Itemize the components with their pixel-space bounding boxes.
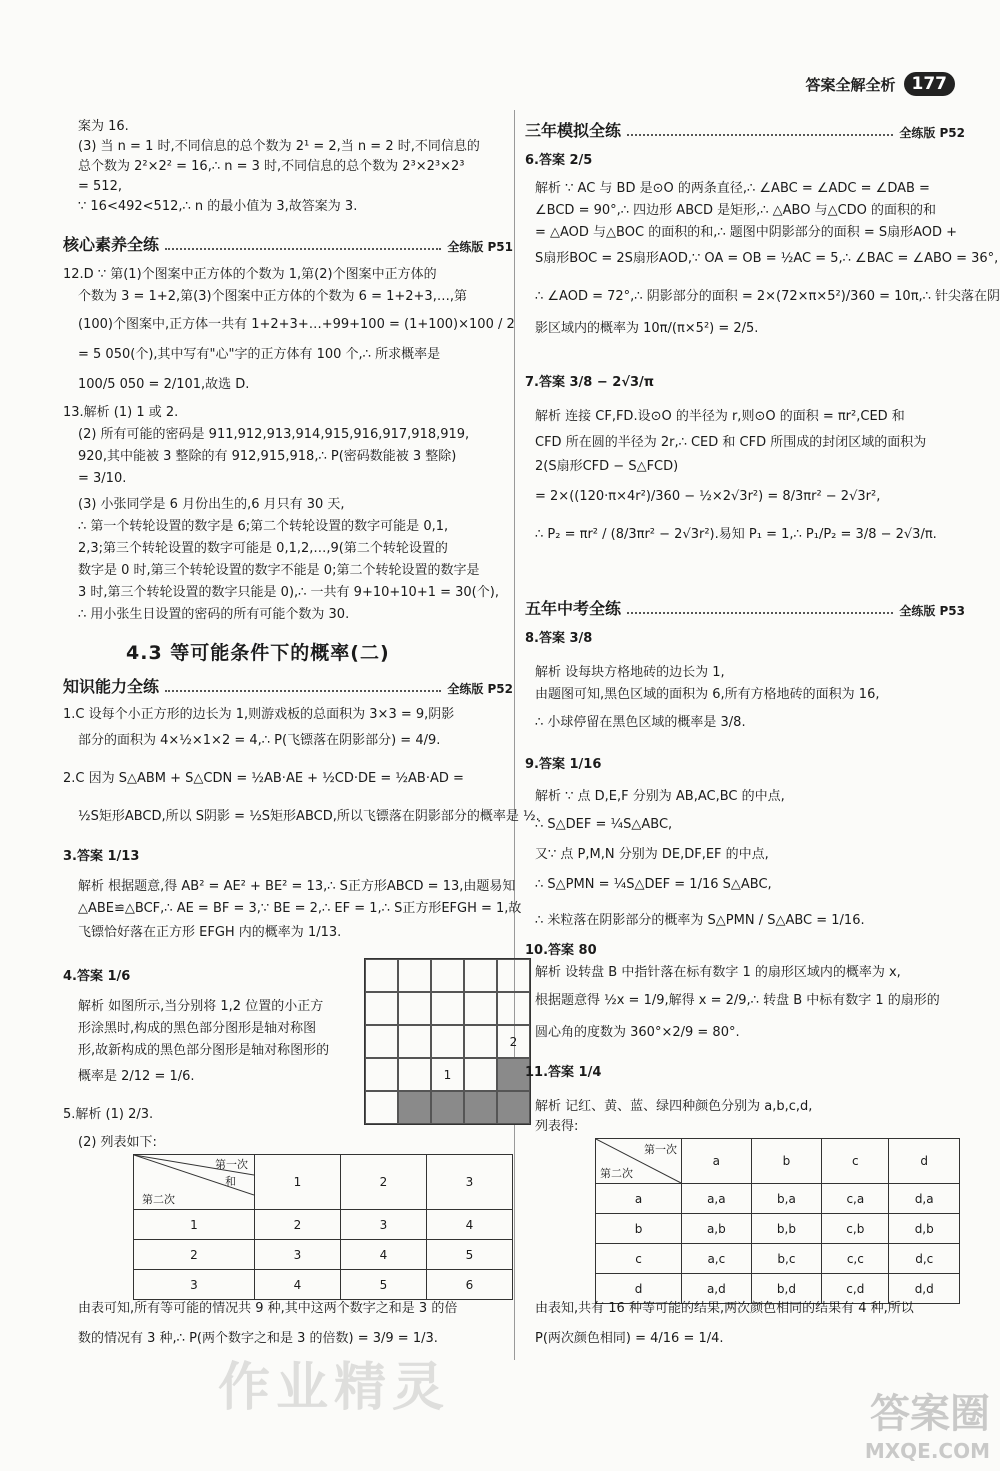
q3-line: 解析 根据题意,得 AB² = AE² + BE² = 13,∴ S正方形ABCD = 13,由题易知 (78, 879, 516, 894)
q13-line: ∴ 用小张生日设置的密码的所有可能个数为 30. (78, 607, 350, 622)
section-title: 五年中考全练 (525, 599, 622, 618)
section-title: 三年模拟全练 (525, 121, 622, 140)
q6-line: S扇形BOC = 2S扇形AOD,∵ OA = OB = ½AC = 5,∴ ∠BAC = ∠ABO = 36°, (535, 251, 999, 266)
col-header: d (889, 1139, 960, 1184)
table-row (134, 1270, 513, 1300)
q11-line: 列表得: (535, 1119, 579, 1134)
q3-answer: 3.答案 1/13 (63, 849, 140, 864)
chapter-title: 4.3 等可能条件下的概率(二) (126, 642, 390, 664)
section-title: 知识能力全练 (63, 677, 160, 696)
table-corner (134, 1155, 255, 1210)
section-wunian (525, 596, 965, 619)
text-line: (3) 当 n = 1 时,不同信息的总个数为 2¹ = 2,当 n = 2 时,不同信息的 (78, 139, 480, 154)
q13-line: ∴ 第一个转轮设置的数字是 6;第二个转轮设置的数字可能是 0,1, (78, 519, 449, 534)
color-table (595, 1138, 960, 1304)
sum-table (133, 1154, 513, 1300)
section-version: 全练版 P51 (447, 240, 513, 254)
q8-line: ∴ 小球停留在黑色区域的概率是 3/8. (535, 715, 746, 730)
row-header: 1 (134, 1210, 255, 1240)
row-header: b (596, 1214, 682, 1244)
logo-site: MXQE.COM (864, 1439, 990, 1463)
table-cell: a,a (682, 1184, 752, 1214)
q9-line: ∴ 米粒落在阴影部分的概率为 S△PMN / S△ABC = 1/16. (535, 913, 865, 928)
section-hexin (63, 232, 513, 255)
corner-top: 第一次 (644, 1143, 677, 1156)
q9-answer: 9.答案 1/16 (525, 757, 602, 772)
text-line: = 512, (78, 179, 122, 194)
row-header: c (596, 1244, 682, 1274)
q6-answer: 6.答案 2/5 (525, 153, 593, 168)
corner-mid: 和 (225, 1175, 236, 1188)
q4-line: 形,故新构成的黑色部分图形是轴对称图形的 (78, 1043, 330, 1058)
q2-line: ½S矩形ABCD,所以 S阴影 = ½S矩形ABCD,所以飞镖落在阴影部分的概率是 ½. (78, 809, 540, 824)
q8-answer: 8.答案 3/8 (525, 631, 593, 646)
col-header: b (751, 1139, 822, 1184)
section-sannian (525, 118, 965, 141)
row-header: 2 (134, 1240, 255, 1270)
table-row (596, 1214, 960, 1244)
q7-line: CFD 所在圆的半径为 2r,∴ CED 和 CFD 所围成的封闭区域的面积为 (535, 435, 927, 450)
row-header: d (596, 1274, 682, 1304)
q1-line: 部分的面积为 4×½×1×2 = 4,∴ P(飞镖落在阴影部分) = 4/9. (78, 733, 441, 748)
q4-line: 解析 如图所示,当分别将 1,2 位置的小正方 (78, 999, 324, 1014)
q9-line: ∴ S△DEF = ¼S△ABC, (535, 817, 673, 832)
table-cell: d,a (889, 1184, 960, 1214)
col-header: 3 (427, 1155, 513, 1210)
table-cell: a,d (682, 1274, 752, 1304)
section-title: 核心素养全练 (63, 235, 160, 254)
section-dots (627, 612, 893, 614)
q11-answer: 11.答案 1/4 (525, 1065, 602, 1080)
table-cell: b,c (751, 1244, 822, 1274)
q12-line: 12.D ∵ 第(1)个图案中正方体的个数为 1,第(2)个图案中正方体的 (63, 267, 437, 282)
q13-line: (3) 小张同学是 6 月份出生的,6 月只有 30 天, (78, 497, 345, 512)
table-cell: 6 (427, 1270, 513, 1300)
section-dots (165, 248, 441, 250)
q13-line: 2,3;第三个转轮设置的数字可能是 0,1,2,…,9(第二个转轮设置的 (78, 541, 448, 556)
q7-line: 解析 连接 CF,FD.设⊙O 的半径为 r,则⊙O 的面积 = πr²,CED 和 (535, 409, 905, 424)
page-header (805, 72, 955, 96)
q6-line: = △AOD 与△BOC 的面积的和,∴ 题图中阴影部分的面积 = S扇形AOD + (535, 225, 958, 240)
table-row (134, 1210, 513, 1240)
q13-line: 13.解析 (1) 1 或 2. (63, 405, 179, 420)
q10-answer: 10.答案 80 (525, 943, 597, 958)
col-header: 1 (255, 1155, 341, 1210)
q1-line: 1.C 设每个小正方形的边长为 1,则游戏板的总面积为 3×3 = 9,阴影 (63, 707, 455, 722)
watermark-logo (865, 1382, 990, 1463)
q9-line: ∴ S△PMN = ¼S△DEF = 1/16 S△ABC, (535, 877, 772, 892)
q5-end-line: 由表可知,所有等可能的情况共 9 种,其中这两个数字之和是 3 的倍 (78, 1301, 458, 1316)
table-cell: c,b (822, 1214, 889, 1244)
table-cell: 5 (427, 1240, 513, 1270)
q7-line: = 2×((120·π×4r²)/360 − ½×2√3r²) = 8/3πr² − 2√3r², (535, 489, 881, 504)
table-cell: c,d (822, 1274, 889, 1304)
table-row (596, 1274, 960, 1304)
q7-answer: 7.答案 3/8 − 2√3/π (525, 375, 655, 390)
table-cell: d,d (889, 1274, 960, 1304)
q12-line: (100)个图案中,正方体一共有 1+2+3+…+99+100 = (1+100)×100 / 2 (78, 317, 515, 332)
corner-top: 第一次 (215, 1158, 248, 1171)
section-dots (165, 690, 441, 692)
q12-line: 100/5 050 = 2/101,故选 D. (78, 377, 250, 392)
q13-line: 920,其中能被 3 整除的有 912,915,918,∴ P(密码数能被 3 整除) (78, 449, 457, 464)
table-row (596, 1244, 960, 1274)
section-dots (627, 134, 893, 136)
q10-line: 圆心角的度数为 360°×2/9 = 80°. (535, 1025, 740, 1040)
col-header: 2 (341, 1155, 427, 1210)
grid-label: 1 (431, 1058, 464, 1091)
q4-answer: 4.答案 1/6 (63, 969, 131, 984)
header-title: 答案全解全析 (805, 75, 896, 94)
table-cell: 3 (255, 1240, 341, 1270)
table-cell: c,a (822, 1184, 889, 1214)
q13-line: = 3/10. (78, 471, 127, 486)
text-line: ∵ 16<492<512,∴ n 的最小值为 3,故答案为 3. (78, 199, 358, 214)
table-cell: 3 (341, 1210, 427, 1240)
q3-line: 飞镖恰好落在正方形 EFGH 内的概率为 1/13. (78, 925, 342, 940)
page-number: 177 (904, 72, 956, 96)
q7-line: ∴ P₂ = πr² / (8/3πr² − 2√3r²).易知 P₁ = 1,∴ P₁/P₂ = 3/8 − 2√3/π. (535, 527, 937, 542)
q8-line: 解析 设每块方格地砖的边长为 1, (535, 665, 725, 680)
q11-end-line: P(两次颜色相同) = 4/16 = 1/4. (535, 1331, 724, 1346)
q6-line: ∴ ∠AOD = 72°,∴ 阴影部分的面积 = 2×(72×π×5²)/360 = 10π,∴ 针尖落在阴 (535, 289, 1000, 304)
q7-line: 2(S扇形CFD − S△FCD) (535, 459, 679, 474)
q6-line: 解析 ∵ AC 与 BD 是⊙O 的两条直径,∴ ∠ABC = ∠ADC = ∠DAB = (535, 181, 930, 196)
table-cell: 4 (255, 1270, 341, 1300)
corner-bottom: 第二次 (600, 1167, 633, 1180)
q5-end-line: 数的情况有 3 种,∴ P(两个数字之和是 3 的倍数) = 3/9 = 1/3. (78, 1331, 438, 1346)
table-cell: b,d (751, 1274, 822, 1304)
q4-line: 形涂黑时,构成的黑色部分图形是轴对称图 (78, 1021, 317, 1036)
q12-line: = 5 050(个),其中写有"心"字的正方体有 100 个,∴ 所求概率是 (78, 347, 441, 362)
watermark-text: 作业精灵 (218, 1358, 451, 1418)
table-cell: b,b (751, 1214, 822, 1244)
logo-text: 答案圈 (870, 1391, 990, 1437)
q13-line: 3 时,第三个转轮设置的数字只能是 0),∴ 一共有 9+10+10+1 = 30(个), (78, 585, 499, 600)
table-cell: c,c (822, 1244, 889, 1274)
table-cell: 4 (427, 1210, 513, 1240)
row-header: a (596, 1184, 682, 1214)
table-cell: a,c (682, 1244, 752, 1274)
table-cell: d,c (889, 1244, 960, 1274)
text-line: 案为 16. (78, 119, 129, 134)
table-cell: 5 (341, 1270, 427, 1300)
q10-line: 根据题意得 ½x = 1/9,解得 x = 2/9,∴ 转盘 B 中标有数字 1 的扇形的 (535, 993, 940, 1008)
q3-line: △ABE≌△BCF,∴ AE = BF = 3,∵ BE = 2,∴ EF = 1,∴ S正方形EFGH = 1,故 (78, 901, 522, 916)
col-header: a (682, 1139, 752, 1184)
section-version: 全练版 P52 (899, 126, 965, 140)
table-cell: 2 (255, 1210, 341, 1240)
table-row (134, 1240, 513, 1270)
q11-line: 解析 记红、黄、蓝、绿四种颜色分别为 a,b,c,d, (535, 1099, 813, 1114)
section-zhishi (63, 674, 513, 697)
q10-line: 解析 设转盘 B 中指针落在标有数字 1 的扇形区域内的概率为 x, (535, 965, 901, 980)
table-cell: 4 (341, 1240, 427, 1270)
q6-line: 影区域内的概率为 10π/(π×5²) = 2/5. (535, 321, 759, 336)
q13-line: 数字是 0 时,第三个转轮设置的数字不能是 0;第二个转轮设置的数字是 (78, 563, 480, 578)
corner-bottom: 第二次 (142, 1193, 175, 1206)
table-cell: a,b (682, 1214, 752, 1244)
q5-line: 5.解析 (1) 2/3. (63, 1107, 154, 1122)
text-line: 总个数为 2²×2² = 16,∴ n = 3 时,不同信息的总个数为 2³×2³×2³ (78, 159, 465, 174)
table-row (596, 1184, 960, 1214)
q12-line: 个数为 3 = 1+2,第(3)个图案中正方体的个数为 6 = 1+2+3,…,第 (78, 289, 467, 304)
q2-line: 2.C 因为 S△ABM + S△CDN = ½AB·AE + ½CD·DE = ½AB·AD = (63, 771, 464, 786)
q4-line: 概率是 2/12 = 1/6. (78, 1069, 195, 1084)
q13-line: (2) 所有可能的密码是 911,912,913,914,915,916,917,918,919, (78, 427, 470, 442)
q9-line: 又∵ 点 P,M,N 分别为 DE,DF,EF 的中点, (535, 847, 769, 862)
column-divider (514, 110, 515, 1360)
grid-label: 2 (497, 1025, 530, 1058)
table-cell: b,a (751, 1184, 822, 1214)
table-corner (596, 1139, 682, 1184)
section-version: 全练版 P53 (899, 604, 965, 618)
section-version: 全练版 P52 (447, 682, 513, 696)
grid-figure (364, 958, 531, 1125)
table-cell: d,b (889, 1214, 960, 1244)
q9-line: 解析 ∵ 点 D,E,F 分别为 AB,AC,BC 的中点, (535, 789, 785, 804)
q11-end-line: 由表知,共有 16 种等可能的结果,两次颜色相同的结果有 4 种,所以 (535, 1301, 914, 1316)
q5-line: (2) 列表如下: (78, 1135, 157, 1150)
col-header: c (822, 1139, 889, 1184)
q8-line: 由题图可知,黑色区域的面积为 6,所有方格地砖的面积为 16, (535, 687, 880, 702)
q6-line: ∠BCD = 90°,∴ 四边形 ABCD 是矩形,∴ △ABO 与△CDO 的面积的和 (535, 203, 937, 218)
row-header: 3 (134, 1270, 255, 1300)
